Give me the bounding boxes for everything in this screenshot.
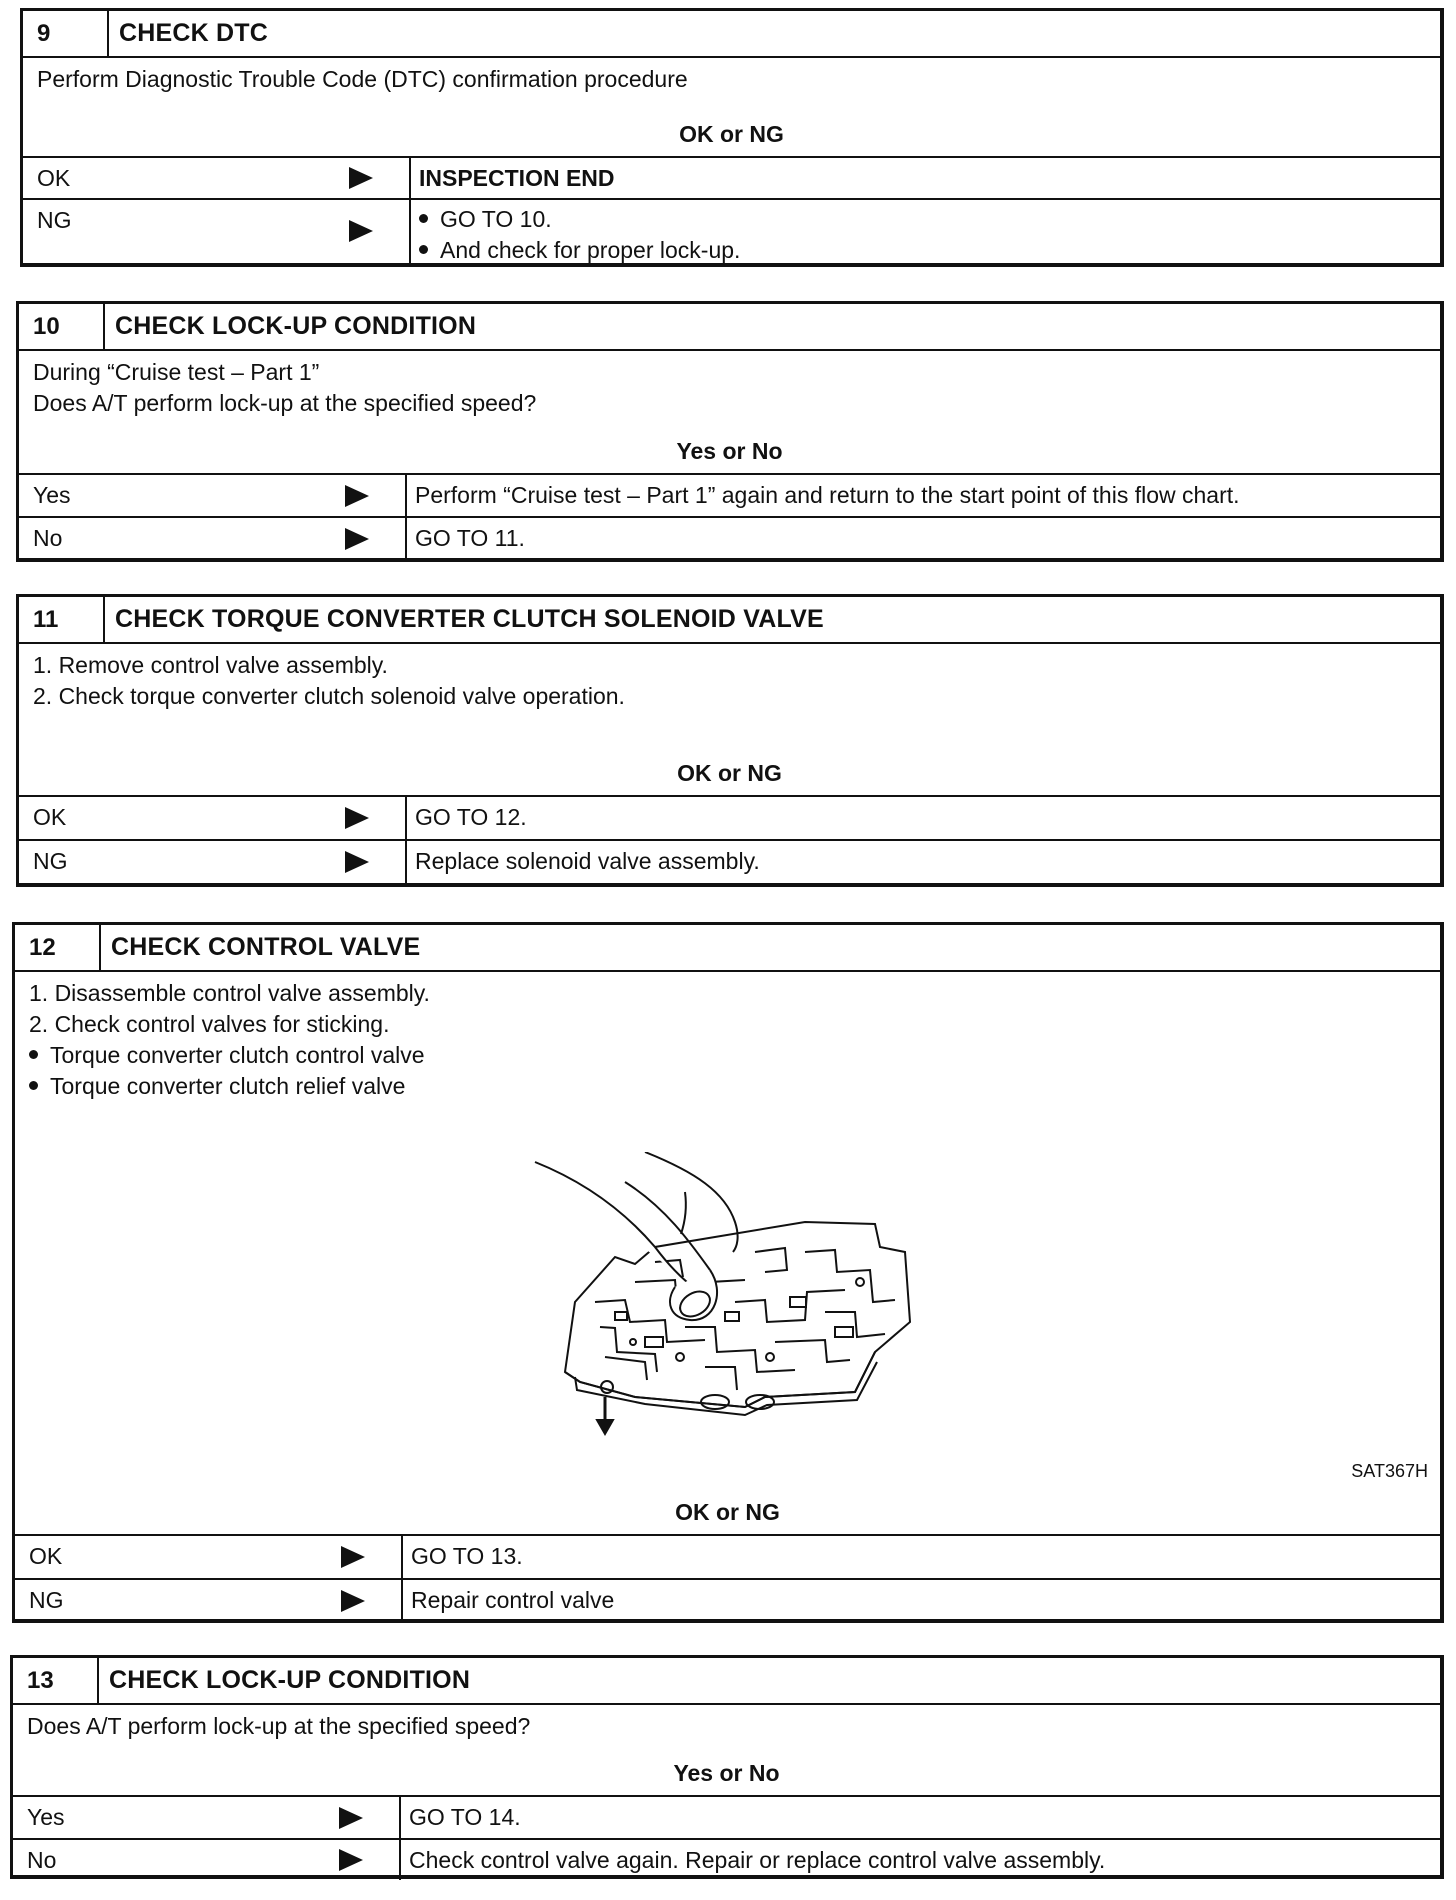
result-row-ng xyxy=(23,200,1440,265)
instruction-line: During “Cruise test – Part 1” xyxy=(33,359,320,385)
result-action: Repair control valve xyxy=(411,1587,615,1613)
right-arrow-icon xyxy=(345,528,369,550)
step-body xyxy=(19,351,1440,475)
step-number: 9 xyxy=(23,11,109,56)
right-arrow-icon xyxy=(341,1590,365,1612)
result-action: GO TO 13. xyxy=(411,1543,523,1569)
bullet-text: And check for proper lock-up. xyxy=(440,237,741,263)
result-row-ng xyxy=(15,1580,1440,1622)
result-label: Yes xyxy=(27,1804,65,1830)
result-label: Yes xyxy=(33,482,71,508)
result-label: OK xyxy=(29,1543,63,1569)
step-11-box xyxy=(16,594,1444,887)
result-label: OK xyxy=(33,804,67,830)
instruction-line: Perform Diagnostic Trouble Code (DTC) confirmation procedure xyxy=(37,66,688,92)
result-action: INSPECTION END xyxy=(419,165,615,191)
bullet-text: GO TO 10. xyxy=(440,206,552,232)
right-arrow-icon xyxy=(339,1849,363,1871)
right-arrow-icon xyxy=(345,485,369,507)
step-13-box xyxy=(10,1655,1444,1879)
result-row-ng xyxy=(19,841,1440,883)
result-question: Yes or No xyxy=(673,1760,780,1786)
step-body xyxy=(15,972,1440,1536)
control-valve-illustration xyxy=(505,1152,985,1452)
result-action: Perform “Cruise test – Part 1” again and return to the start point of this flow chart. xyxy=(415,482,1240,508)
bullet-icon xyxy=(419,214,428,223)
step-number: 11 xyxy=(19,597,105,642)
step-12-box xyxy=(12,922,1444,1623)
step-number: 13 xyxy=(13,1658,99,1703)
step-number: 12 xyxy=(15,925,101,970)
result-action: GO TO 12. xyxy=(415,804,527,830)
step-10-box xyxy=(16,301,1444,562)
step-body xyxy=(13,1705,1440,1797)
step-header xyxy=(19,304,1440,351)
bullet-icon xyxy=(29,1050,38,1059)
instruction-line: 1. Remove control valve assembly. xyxy=(33,652,388,678)
instruction-line: 1. Disassemble control valve assembly. xyxy=(29,980,430,1006)
bullet-icon xyxy=(29,1081,38,1090)
result-row-yes xyxy=(19,475,1440,518)
right-arrow-icon xyxy=(339,1807,363,1829)
result-question: Yes or No xyxy=(676,438,783,464)
step-title: CHECK TORQUE CONVERTER CLUTCH SOLENOID VALVE xyxy=(115,605,824,633)
result-question: OK or NG xyxy=(677,760,782,786)
step-9-box xyxy=(20,8,1444,267)
result-action: GO TO 11. xyxy=(415,525,525,551)
bullet-text: Torque converter clutch relief valve xyxy=(50,1073,406,1099)
right-arrow-icon xyxy=(345,851,369,873)
right-arrow-icon xyxy=(341,1546,365,1568)
bullet-line xyxy=(29,1040,1426,1071)
result-row-ok xyxy=(19,797,1440,841)
instruction-line: Does A/T perform lock-up at the specified speed? xyxy=(27,1713,531,1739)
result-action: Replace solenoid valve assembly. xyxy=(415,848,760,874)
result-label: NG xyxy=(29,1587,64,1613)
step-header xyxy=(13,1658,1440,1705)
result-action: Check control valve again. Repair or replace control valve assembly. xyxy=(409,1847,1106,1873)
right-arrow-icon xyxy=(349,167,373,189)
result-question: OK or NG xyxy=(679,121,784,147)
result-row-no xyxy=(19,518,1440,560)
step-title: CHECK LOCK-UP CONDITION xyxy=(115,312,477,340)
result-row-ok xyxy=(23,158,1440,200)
step-body xyxy=(19,644,1440,797)
result-label: No xyxy=(33,525,63,551)
step-title: CHECK LOCK-UP CONDITION xyxy=(109,1666,471,1694)
instruction-line: 2. Check torque converter clutch solenoid valve operation. xyxy=(33,683,625,709)
result-label: NG xyxy=(37,207,72,233)
figure-id: SAT367H xyxy=(1351,1461,1428,1481)
step-header xyxy=(23,11,1440,58)
bullet-text: Torque converter clutch control valve xyxy=(50,1042,425,1068)
right-arrow-icon xyxy=(349,220,373,242)
bullet-icon xyxy=(419,245,428,254)
step-body xyxy=(23,58,1440,158)
result-action xyxy=(411,200,1440,265)
result-row-ok xyxy=(15,1536,1440,1580)
result-row-no xyxy=(13,1840,1440,1880)
bullet-line xyxy=(29,1071,1426,1102)
step-title: CHECK DTC xyxy=(119,19,269,47)
result-label: No xyxy=(27,1847,57,1873)
result-action: GO TO 14. xyxy=(409,1804,521,1830)
right-arrow-icon xyxy=(345,807,369,829)
instruction-line: Does A/T perform lock-up at the specified speed? xyxy=(33,390,537,416)
step-title: CHECK CONTROL VALVE xyxy=(111,933,421,961)
instruction-line: 2. Check control valves for sticking. xyxy=(29,1011,390,1037)
result-question: OK or NG xyxy=(675,1499,780,1525)
result-label: NG xyxy=(33,848,68,874)
result-label: OK xyxy=(37,165,71,191)
result-row-yes xyxy=(13,1797,1440,1840)
step-header xyxy=(15,925,1440,972)
step-header xyxy=(19,597,1440,644)
step-number: 10 xyxy=(19,304,105,349)
